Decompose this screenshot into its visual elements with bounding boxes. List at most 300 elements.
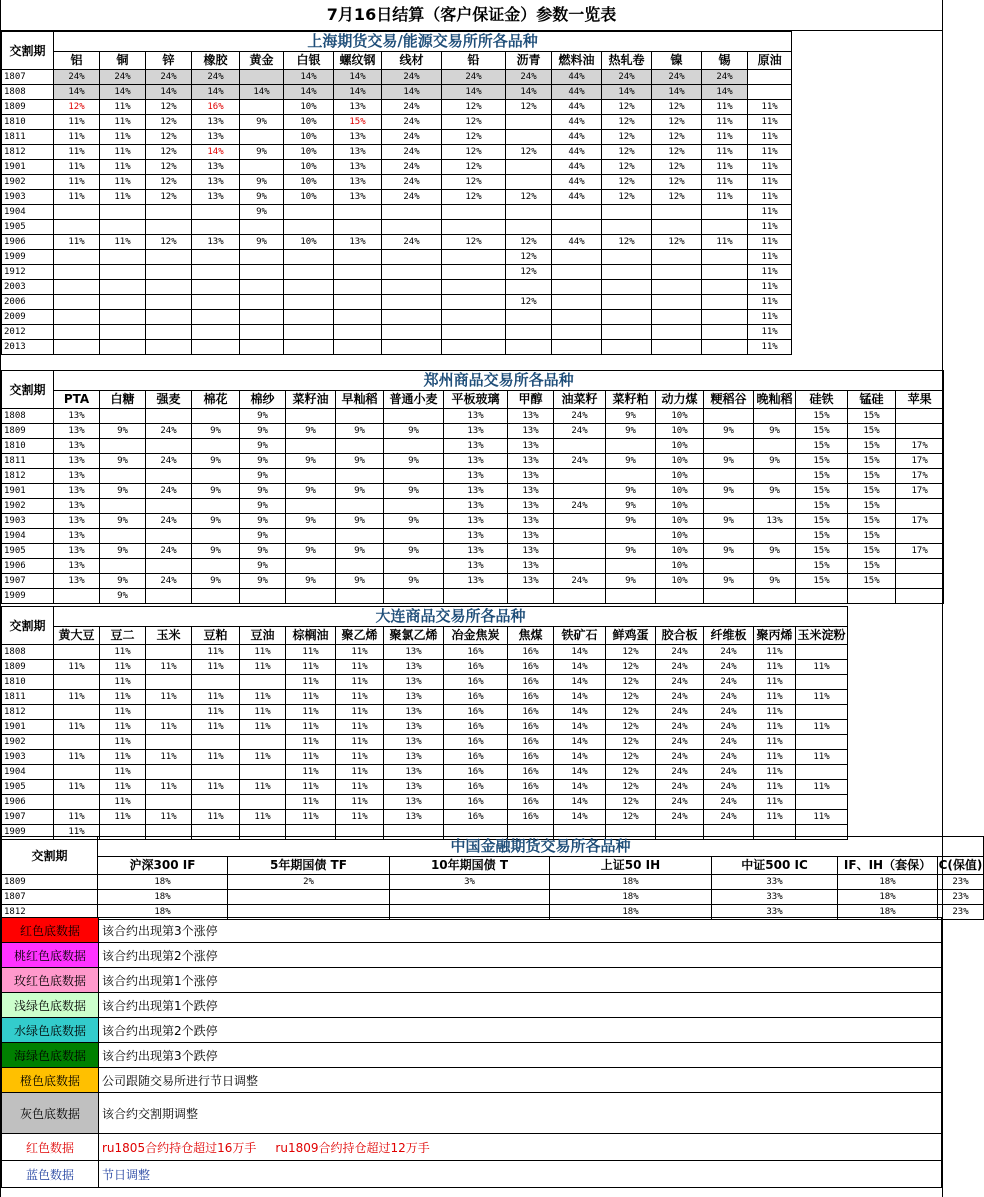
margin-cell: 14%: [192, 85, 240, 100]
margin-cell: 17%: [896, 484, 944, 499]
margin-cell: 12%: [652, 160, 702, 175]
margin-cell: 16%: [444, 810, 508, 825]
legend-row: [2, 1161, 942, 1188]
czce-col-header: 甲醇: [508, 391, 554, 409]
margin-cell: [506, 280, 552, 295]
margin-cell: [552, 205, 602, 220]
margin-cell: 15%: [796, 439, 848, 454]
margin-cell: 12%: [602, 160, 652, 175]
margin-cell: 24%: [602, 70, 652, 85]
margin-cell: 14%: [554, 705, 606, 720]
margin-cell: 12%: [606, 780, 656, 795]
margin-cell: [796, 589, 848, 604]
shfe-corner-label: 交割期: [2, 32, 54, 70]
margin-cell: 10%: [656, 529, 704, 544]
margin-cell: [442, 295, 506, 310]
margin-cell: 13%: [384, 810, 444, 825]
margin-cell: 11%: [240, 705, 286, 720]
table-row: [2, 205, 792, 220]
margin-cell: 24%: [704, 750, 754, 765]
margin-cell: [146, 765, 192, 780]
margin-cell: 11%: [286, 675, 336, 690]
margin-cell: 14%: [554, 780, 606, 795]
margin-cell: 12%: [652, 100, 702, 115]
margin-cell: [602, 280, 652, 295]
margin-cell: 9%: [192, 454, 240, 469]
margin-cell: 15%: [848, 529, 896, 544]
margin-cell: 16%: [508, 675, 554, 690]
margin-cell: 33%: [712, 905, 838, 920]
margin-cell: 9%: [240, 190, 284, 205]
margin-cell: 17%: [896, 514, 944, 529]
margin-cell: 9%: [606, 574, 656, 589]
margin-cell: 11%: [54, 145, 100, 160]
table-row: [2, 250, 792, 265]
dce-col-header: 玉米: [146, 627, 192, 645]
legend-row: [2, 993, 942, 1018]
margin-cell: [652, 220, 702, 235]
margin-cell: 18%: [550, 905, 712, 920]
margin-cell: 13%: [508, 559, 554, 574]
margin-cell: 14%: [554, 735, 606, 750]
margin-cell: [100, 325, 146, 340]
margin-cell: [382, 325, 442, 340]
margin-cell: 12%: [442, 130, 506, 145]
margin-cell: 14%: [334, 70, 382, 85]
margin-cell: [240, 250, 284, 265]
delivery-period: 1809: [2, 660, 54, 675]
margin-cell: [754, 469, 796, 484]
margin-cell: 11%: [100, 735, 146, 750]
margin-cell: [54, 280, 100, 295]
margin-cell: 13%: [54, 574, 100, 589]
margin-cell: 44%: [552, 130, 602, 145]
margin-cell: [54, 340, 100, 355]
margin-cell: 13%: [54, 544, 100, 559]
margin-cell: 11%: [748, 205, 792, 220]
margin-cell: [506, 340, 552, 355]
margin-cell: 33%: [712, 890, 838, 905]
margin-cell: 11%: [100, 705, 146, 720]
shfe-col-header: 锌: [146, 52, 192, 70]
margin-cell: [192, 499, 240, 514]
margin-cell: 9%: [286, 484, 336, 499]
margin-cell: 9%: [100, 544, 146, 559]
margin-cell: [704, 469, 754, 484]
margin-cell: [382, 280, 442, 295]
margin-cell: [704, 529, 754, 544]
table-row: [2, 765, 848, 780]
margin-cell: [606, 529, 656, 544]
margin-cell: 18%: [98, 875, 228, 890]
margin-cell: 15%: [796, 514, 848, 529]
shfe-col-header: 铅: [442, 52, 506, 70]
margin-cell: [54, 675, 100, 690]
margin-cell: [506, 175, 552, 190]
margin-cell: 24%: [704, 810, 754, 825]
margin-cell: 15%: [796, 529, 848, 544]
table-row: [2, 310, 792, 325]
delivery-period: 1907: [2, 810, 54, 825]
margin-cell: [192, 340, 240, 355]
margin-cell: [796, 765, 848, 780]
margin-cell: 11%: [100, 720, 146, 735]
margin-cell: [652, 325, 702, 340]
margin-cell: [100, 409, 146, 424]
margin-cell: [100, 250, 146, 265]
margin-cell: 9%: [286, 454, 336, 469]
margin-cell: 13%: [334, 145, 382, 160]
margin-cell: [442, 325, 506, 340]
margin-cell: [100, 295, 146, 310]
table-row: [2, 130, 792, 145]
margin-cell: 14%: [382, 85, 442, 100]
margin-cell: [754, 529, 796, 544]
margin-cell: 12%: [442, 175, 506, 190]
margin-cell: [336, 409, 384, 424]
margin-cell: 11%: [748, 130, 792, 145]
margin-cell: 11%: [54, 160, 100, 175]
margin-cell: [100, 469, 146, 484]
margin-cell: 9%: [704, 574, 754, 589]
margin-cell: 12%: [506, 235, 552, 250]
cffex-col-header: IF、IH（套保）: [838, 857, 938, 875]
margin-cell: 13%: [508, 409, 554, 424]
margin-cell: [506, 130, 552, 145]
cffex-corner-label: 交割期: [2, 837, 98, 875]
margin-cell: [896, 559, 944, 574]
margin-cell: 24%: [704, 660, 754, 675]
margin-cell: [382, 340, 442, 355]
margin-cell: [54, 250, 100, 265]
margin-cell: [54, 735, 100, 750]
table-row: [2, 280, 792, 295]
margin-cell: 13%: [508, 574, 554, 589]
margin-cell: 11%: [754, 720, 796, 735]
margin-cell: 13%: [444, 544, 508, 559]
czce-col-header: 油菜籽: [554, 391, 606, 409]
margin-cell: 24%: [100, 70, 146, 85]
margin-cell: [100, 439, 146, 454]
margin-cell: 11%: [192, 705, 240, 720]
margin-cell: 23%: [938, 890, 984, 905]
margin-cell: [606, 589, 656, 604]
margin-cell: 13%: [192, 190, 240, 205]
margin-cell: 24%: [382, 235, 442, 250]
czce-col-header: 普通小麦: [384, 391, 444, 409]
margin-cell: [382, 220, 442, 235]
margin-cell: 13%: [384, 660, 444, 675]
margin-cell: 12%: [602, 115, 652, 130]
shfe-col-header: 原油: [748, 52, 792, 70]
margin-cell: 11%: [54, 780, 100, 795]
delivery-period: 1905: [2, 220, 54, 235]
margin-cell: 13%: [54, 454, 100, 469]
margin-cell: [334, 340, 382, 355]
margin-cell: 11%: [146, 750, 192, 765]
margin-cell: 11%: [336, 765, 384, 780]
margin-cell: 11%: [286, 780, 336, 795]
delivery-period: 1902: [2, 175, 54, 190]
margin-cell: 11%: [54, 750, 100, 765]
margin-cell: 14%: [554, 690, 606, 705]
margin-cell: [796, 795, 848, 810]
margin-cell: 16%: [444, 720, 508, 735]
margin-cell: 11%: [240, 750, 286, 765]
margin-cell: 13%: [54, 529, 100, 544]
margin-cell: 10%: [284, 235, 334, 250]
margin-cell: 11%: [54, 810, 100, 825]
table-row: [2, 645, 848, 660]
cffex-table: [1, 836, 984, 920]
margin-cell: 24%: [382, 70, 442, 85]
margin-cell: 24%: [704, 780, 754, 795]
margin-cell: 9%: [100, 574, 146, 589]
margin-cell: 9%: [754, 544, 796, 559]
margin-cell: 9%: [286, 424, 336, 439]
margin-cell: 11%: [100, 795, 146, 810]
margin-cell: 13%: [444, 409, 508, 424]
margin-cell: [146, 205, 192, 220]
margin-cell: 13%: [54, 424, 100, 439]
margin-cell: 9%: [384, 454, 444, 469]
margin-cell: [444, 589, 508, 604]
margin-cell: [334, 205, 382, 220]
margin-cell: 13%: [384, 690, 444, 705]
margin-cell: [382, 265, 442, 280]
legend-description: 公司跟随交易所进行节日调整: [99, 1068, 942, 1093]
margin-cell: 11%: [240, 780, 286, 795]
margin-cell: 9%: [100, 514, 146, 529]
shfe-col-header: 线材: [382, 52, 442, 70]
margin-cell: [100, 310, 146, 325]
margin-cell: [506, 310, 552, 325]
shfe-col-header: 橡胶: [192, 52, 240, 70]
margin-cell: 13%: [334, 175, 382, 190]
margin-cell: 13%: [334, 190, 382, 205]
margin-cell: 11%: [754, 750, 796, 765]
margin-cell: [100, 559, 146, 574]
margin-cell: [382, 250, 442, 265]
margin-cell: 12%: [442, 145, 506, 160]
margin-cell: [442, 310, 506, 325]
legend-swatch: 玫红色底数据: [2, 968, 99, 993]
legend-description: 该合约交割期调整: [99, 1093, 942, 1134]
table-row: [2, 529, 944, 544]
margin-cell: [754, 439, 796, 454]
margin-cell: 15%: [796, 499, 848, 514]
margin-cell: [192, 205, 240, 220]
margin-cell: [748, 70, 792, 85]
margin-cell: 9%: [240, 439, 286, 454]
table-row: [2, 890, 984, 905]
table-row: [2, 720, 848, 735]
margin-cell: 13%: [334, 100, 382, 115]
czce-corner-label: 交割期: [2, 371, 54, 409]
margin-cell: [240, 675, 286, 690]
margin-cell: 9%: [384, 424, 444, 439]
margin-cell: 9%: [240, 235, 284, 250]
margin-cell: [146, 310, 192, 325]
margin-cell: [284, 250, 334, 265]
margin-cell: [442, 340, 506, 355]
margin-cell: 44%: [552, 85, 602, 100]
dce-col-header: 铁矿石: [554, 627, 606, 645]
table-row: [2, 705, 848, 720]
table-row: [2, 499, 944, 514]
legend-description: ru1805合约持仓超过16万手 ru1809合约持仓超过12万手: [99, 1134, 942, 1161]
margin-cell: 11%: [54, 235, 100, 250]
margin-cell: 14%: [240, 85, 284, 100]
delivery-period: 2009: [2, 310, 54, 325]
margin-cell: [146, 280, 192, 295]
margin-cell: 10%: [656, 424, 704, 439]
margin-cell: 14%: [54, 85, 100, 100]
czce-col-header: 平板玻璃: [444, 391, 508, 409]
margin-cell: [284, 340, 334, 355]
margin-cell: 12%: [606, 660, 656, 675]
table-row: [2, 100, 792, 115]
table-row: [2, 235, 792, 250]
margin-cell: [506, 115, 552, 130]
margin-cell: 11%: [336, 720, 384, 735]
margin-cell: [554, 529, 606, 544]
margin-cell: 16%: [508, 795, 554, 810]
margin-cell: [146, 795, 192, 810]
margin-cell: 16%: [508, 660, 554, 675]
table-row: [2, 544, 944, 559]
margin-cell: 9%: [192, 484, 240, 499]
margin-cell: 14%: [702, 85, 748, 100]
margin-cell: [240, 265, 284, 280]
czce-col-header: 棉花: [192, 391, 240, 409]
margin-cell: [334, 310, 382, 325]
margin-cell: [146, 705, 192, 720]
margin-cell: 24%: [146, 454, 192, 469]
delivery-period: 1902: [2, 499, 54, 514]
margin-cell: [240, 310, 284, 325]
czce-col-header: 菜籽粕: [606, 391, 656, 409]
margin-cell: 24%: [702, 70, 748, 85]
margin-cell: 9%: [286, 574, 336, 589]
margin-cell: [652, 265, 702, 280]
margin-cell: 11%: [54, 175, 100, 190]
margin-cell: 13%: [444, 424, 508, 439]
margin-cell: 12%: [606, 750, 656, 765]
margin-cell: 9%: [336, 454, 384, 469]
margin-cell: 12%: [146, 130, 192, 145]
margin-cell: 15%: [848, 544, 896, 559]
margin-cell: 9%: [384, 574, 444, 589]
table-row: [2, 574, 944, 589]
margin-cell: 16%: [444, 795, 508, 810]
margin-cell: 10%: [656, 454, 704, 469]
margin-cell: [240, 735, 286, 750]
margin-cell: [602, 340, 652, 355]
margin-cell: 9%: [100, 454, 146, 469]
margin-cell: 10%: [656, 544, 704, 559]
dce-col-header: 豆二: [100, 627, 146, 645]
margin-cell: 9%: [704, 424, 754, 439]
margin-cell: 11%: [192, 690, 240, 705]
margin-cell: 9%: [704, 544, 754, 559]
czce-col-header: 早籼稻: [336, 391, 384, 409]
margin-cell: [336, 559, 384, 574]
shfe-col-header: 镍: [652, 52, 702, 70]
margin-cell: 11%: [796, 780, 848, 795]
margin-cell: [286, 469, 336, 484]
margin-cell: 9%: [240, 544, 286, 559]
legend-row: [2, 1093, 942, 1134]
margin-cell: 16%: [508, 645, 554, 660]
margin-cell: [508, 589, 554, 604]
margin-cell: [240, 325, 284, 340]
legend-description: 该合约出现第1个涨停: [99, 968, 942, 993]
margin-cell: [100, 499, 146, 514]
delivery-period: 1903: [2, 514, 54, 529]
margin-cell: 15%: [796, 454, 848, 469]
shfe-col-header: 铜: [100, 52, 146, 70]
margin-cell: 12%: [146, 235, 192, 250]
margin-cell: 11%: [336, 705, 384, 720]
delivery-period: 1809: [2, 100, 54, 115]
margin-cell: 24%: [554, 454, 606, 469]
margin-cell: 15%: [848, 514, 896, 529]
margin-cell: [652, 340, 702, 355]
margin-cell: 9%: [100, 484, 146, 499]
delivery-period: 1904: [2, 529, 54, 544]
delivery-period: 1905: [2, 780, 54, 795]
margin-cell: 15%: [796, 469, 848, 484]
margin-cell: 44%: [552, 100, 602, 115]
margin-cell: 10%: [656, 574, 704, 589]
margin-cell: [146, 529, 192, 544]
margin-cell: 9%: [336, 574, 384, 589]
margin-cell: 11%: [336, 750, 384, 765]
table-row: [2, 340, 792, 355]
margin-cell: 9%: [384, 484, 444, 499]
margin-cell: [390, 890, 550, 905]
margin-cell: 13%: [444, 439, 508, 454]
margin-cell: 12%: [606, 645, 656, 660]
legend-swatch: 海绿色底数据: [2, 1043, 99, 1068]
delivery-period: 1904: [2, 765, 54, 780]
margin-cell: 11%: [754, 780, 796, 795]
legend-row: [2, 1068, 942, 1093]
margin-cell: 11%: [240, 720, 286, 735]
margin-cell: 24%: [652, 70, 702, 85]
margin-cell: [702, 205, 748, 220]
margin-cell: [146, 589, 192, 604]
margin-cell: 11%: [100, 765, 146, 780]
margin-cell: 11%: [748, 325, 792, 340]
margin-cell: 9%: [240, 484, 286, 499]
margin-cell: 13%: [192, 175, 240, 190]
margin-cell: [54, 765, 100, 780]
margin-cell: 12%: [146, 160, 192, 175]
margin-cell: 11%: [286, 645, 336, 660]
margin-cell: 18%: [838, 905, 938, 920]
margin-cell: 11%: [286, 660, 336, 675]
margin-cell: 11%: [100, 145, 146, 160]
delivery-period: 1901: [2, 484, 54, 499]
margin-cell: 10%: [656, 409, 704, 424]
margin-cell: 11%: [146, 690, 192, 705]
margin-cell: [336, 469, 384, 484]
margin-cell: 15%: [334, 115, 382, 130]
margin-cell: 24%: [54, 70, 100, 85]
margin-cell: [602, 325, 652, 340]
